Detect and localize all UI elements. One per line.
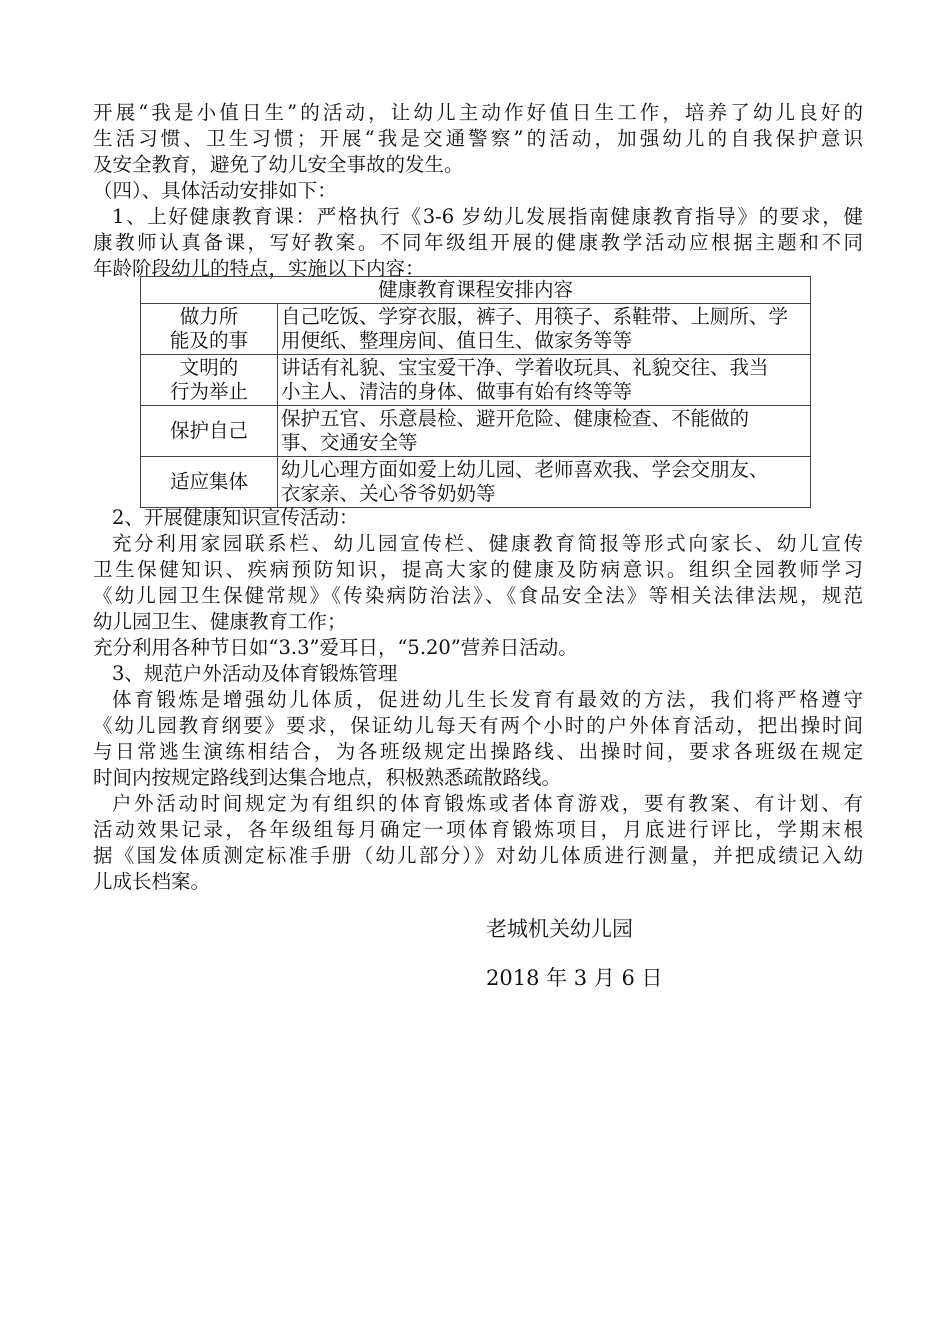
description-line: 幼儿心理方面如爱上幼儿园、老师喜欢我、学会交朋友、 bbox=[281, 458, 769, 481]
description-cell bbox=[278, 304, 811, 355]
paragraph-line: 充分利用家园联系栏、幼儿园宣传栏、健康教育简报等形式向家长、幼儿宣传 bbox=[112, 532, 863, 555]
paragraph-line: 开展“我是小值日生”的活动，让幼儿主动作好值日生工作，培养了幼儿良好的 bbox=[93, 101, 863, 124]
paragraph-line: 户外活动时间规定为有组织的体育锻炼或者体育游戏，要有教案、有计划、有 bbox=[112, 792, 863, 815]
category-label: 保护自己 bbox=[169, 419, 248, 442]
category-cell bbox=[141, 355, 278, 406]
description-line: 讲话有礼貌、宝宝爱干净、学着收玩具、礼貌交往、我当 bbox=[281, 356, 769, 379]
signature-org: 老城机关幼儿园 bbox=[486, 917, 633, 941]
description-line: 用便纸、整理房间、值日生、做家务等等 bbox=[281, 329, 633, 352]
category-cell bbox=[141, 304, 278, 355]
section-heading: 2、开展健康知识宣传活动： bbox=[112, 506, 359, 529]
table-header: 健康教育课程安排内容 bbox=[141, 277, 811, 304]
category-label: 做力所 bbox=[179, 305, 239, 328]
paragraph-line: 体育锻炼是增强幼儿体质，促进幼儿生长发育有最效的方法，我们将严格遵守 bbox=[112, 688, 863, 711]
intro-section bbox=[93, 100, 863, 282]
category-label: 文明的 bbox=[179, 356, 239, 379]
paragraph-line: 《幼儿园教育纲要》要求，保证幼儿每天有两个小时的户外体育活动，把出操时间 bbox=[93, 714, 863, 737]
table-row bbox=[141, 304, 811, 355]
paragraph-line: 据《国发体质测定标准手册（幼儿部分）》对幼儿体质进行测量，并把成绩记入幼 bbox=[93, 844, 863, 867]
category-label: 适应集体 bbox=[169, 470, 248, 493]
paragraph-line: 及安全教育，避免了幼儿安全事故的发生。 bbox=[93, 153, 464, 176]
paragraph-line: 儿成长档案。 bbox=[93, 870, 211, 893]
description-line: 事、交通安全等 bbox=[281, 431, 418, 454]
paragraph-line: 生活习惯、卫生习惯；开展“我是交通警察”的活动，加强幼儿的自我保护意识 bbox=[93, 127, 863, 150]
table-header-row bbox=[141, 277, 811, 304]
table-row bbox=[141, 355, 811, 406]
table-row bbox=[141, 457, 811, 508]
description-cell bbox=[278, 355, 811, 406]
description-line: 自己吃饭、学穿衣服，裤子、用筷子、系鞋带、上厕所、学 bbox=[281, 305, 789, 328]
paragraph-line: 幼儿园卫生、健康教育工作； bbox=[93, 610, 347, 633]
description-cell bbox=[278, 406, 811, 457]
paragraph-line: 时间内按规定路线到达集合地点，积极熟悉疏散路线。 bbox=[93, 766, 562, 789]
signature-date: 2018 年 3 月 6 日 bbox=[486, 966, 663, 990]
category-cell bbox=[141, 457, 278, 508]
paragraph-line: 康教师认真备课，写好教案。不同年级组开展的健康教学活动应根据主题和不同 bbox=[93, 231, 863, 254]
paragraph-line: 1、上好健康教育课：严格执行《3-6 岁幼儿发展指南健康教育指导》的要求，健 bbox=[112, 205, 863, 228]
paragraph-line: 充分利用各种节日如“3.3”爱耳日，“5.20”营养日活动。 bbox=[93, 636, 578, 659]
section-heading: 3、规范户外活动及体育锻炼管理 bbox=[112, 662, 398, 685]
section-heading: （四）、具体活动安排如下： bbox=[93, 179, 337, 202]
course-table bbox=[140, 276, 811, 508]
body-section bbox=[93, 505, 863, 895]
table-row bbox=[141, 406, 811, 457]
paragraph-line: 卫生保健知识、疾病预防知识，提高大家的健康及防病意识。组织全园教师学习 bbox=[93, 558, 863, 581]
paragraph-line: 活动效果记录，各年级组每月确定一项体育锻炼项目，月底进行评比，学期末根 bbox=[93, 818, 863, 841]
paragraph-line: 年龄阶段幼儿的特点，实施以下内容： bbox=[93, 257, 425, 280]
description-line: 保护五官、乐意晨检、避开危险、健康检查、不能做的 bbox=[281, 407, 750, 430]
category-cell bbox=[141, 406, 278, 457]
category-label: 行为举止 bbox=[169, 380, 248, 403]
description-cell bbox=[278, 457, 811, 508]
category-label: 能及的事 bbox=[169, 329, 248, 352]
paragraph-line: 《幼儿园卫生保健常规》《传染病防治法》、《食品安全法》等相关法律法规，规范 bbox=[93, 584, 863, 607]
description-line: 小主人、清洁的身体、做事有始有终等等 bbox=[281, 380, 633, 403]
paragraph-line: 与日常逃生演练相结合，为各班级规定出操路线、出操时间，要求各班级在规定 bbox=[93, 740, 863, 763]
description-line: 衣家亲、关心爷爷奶奶等 bbox=[281, 482, 496, 505]
